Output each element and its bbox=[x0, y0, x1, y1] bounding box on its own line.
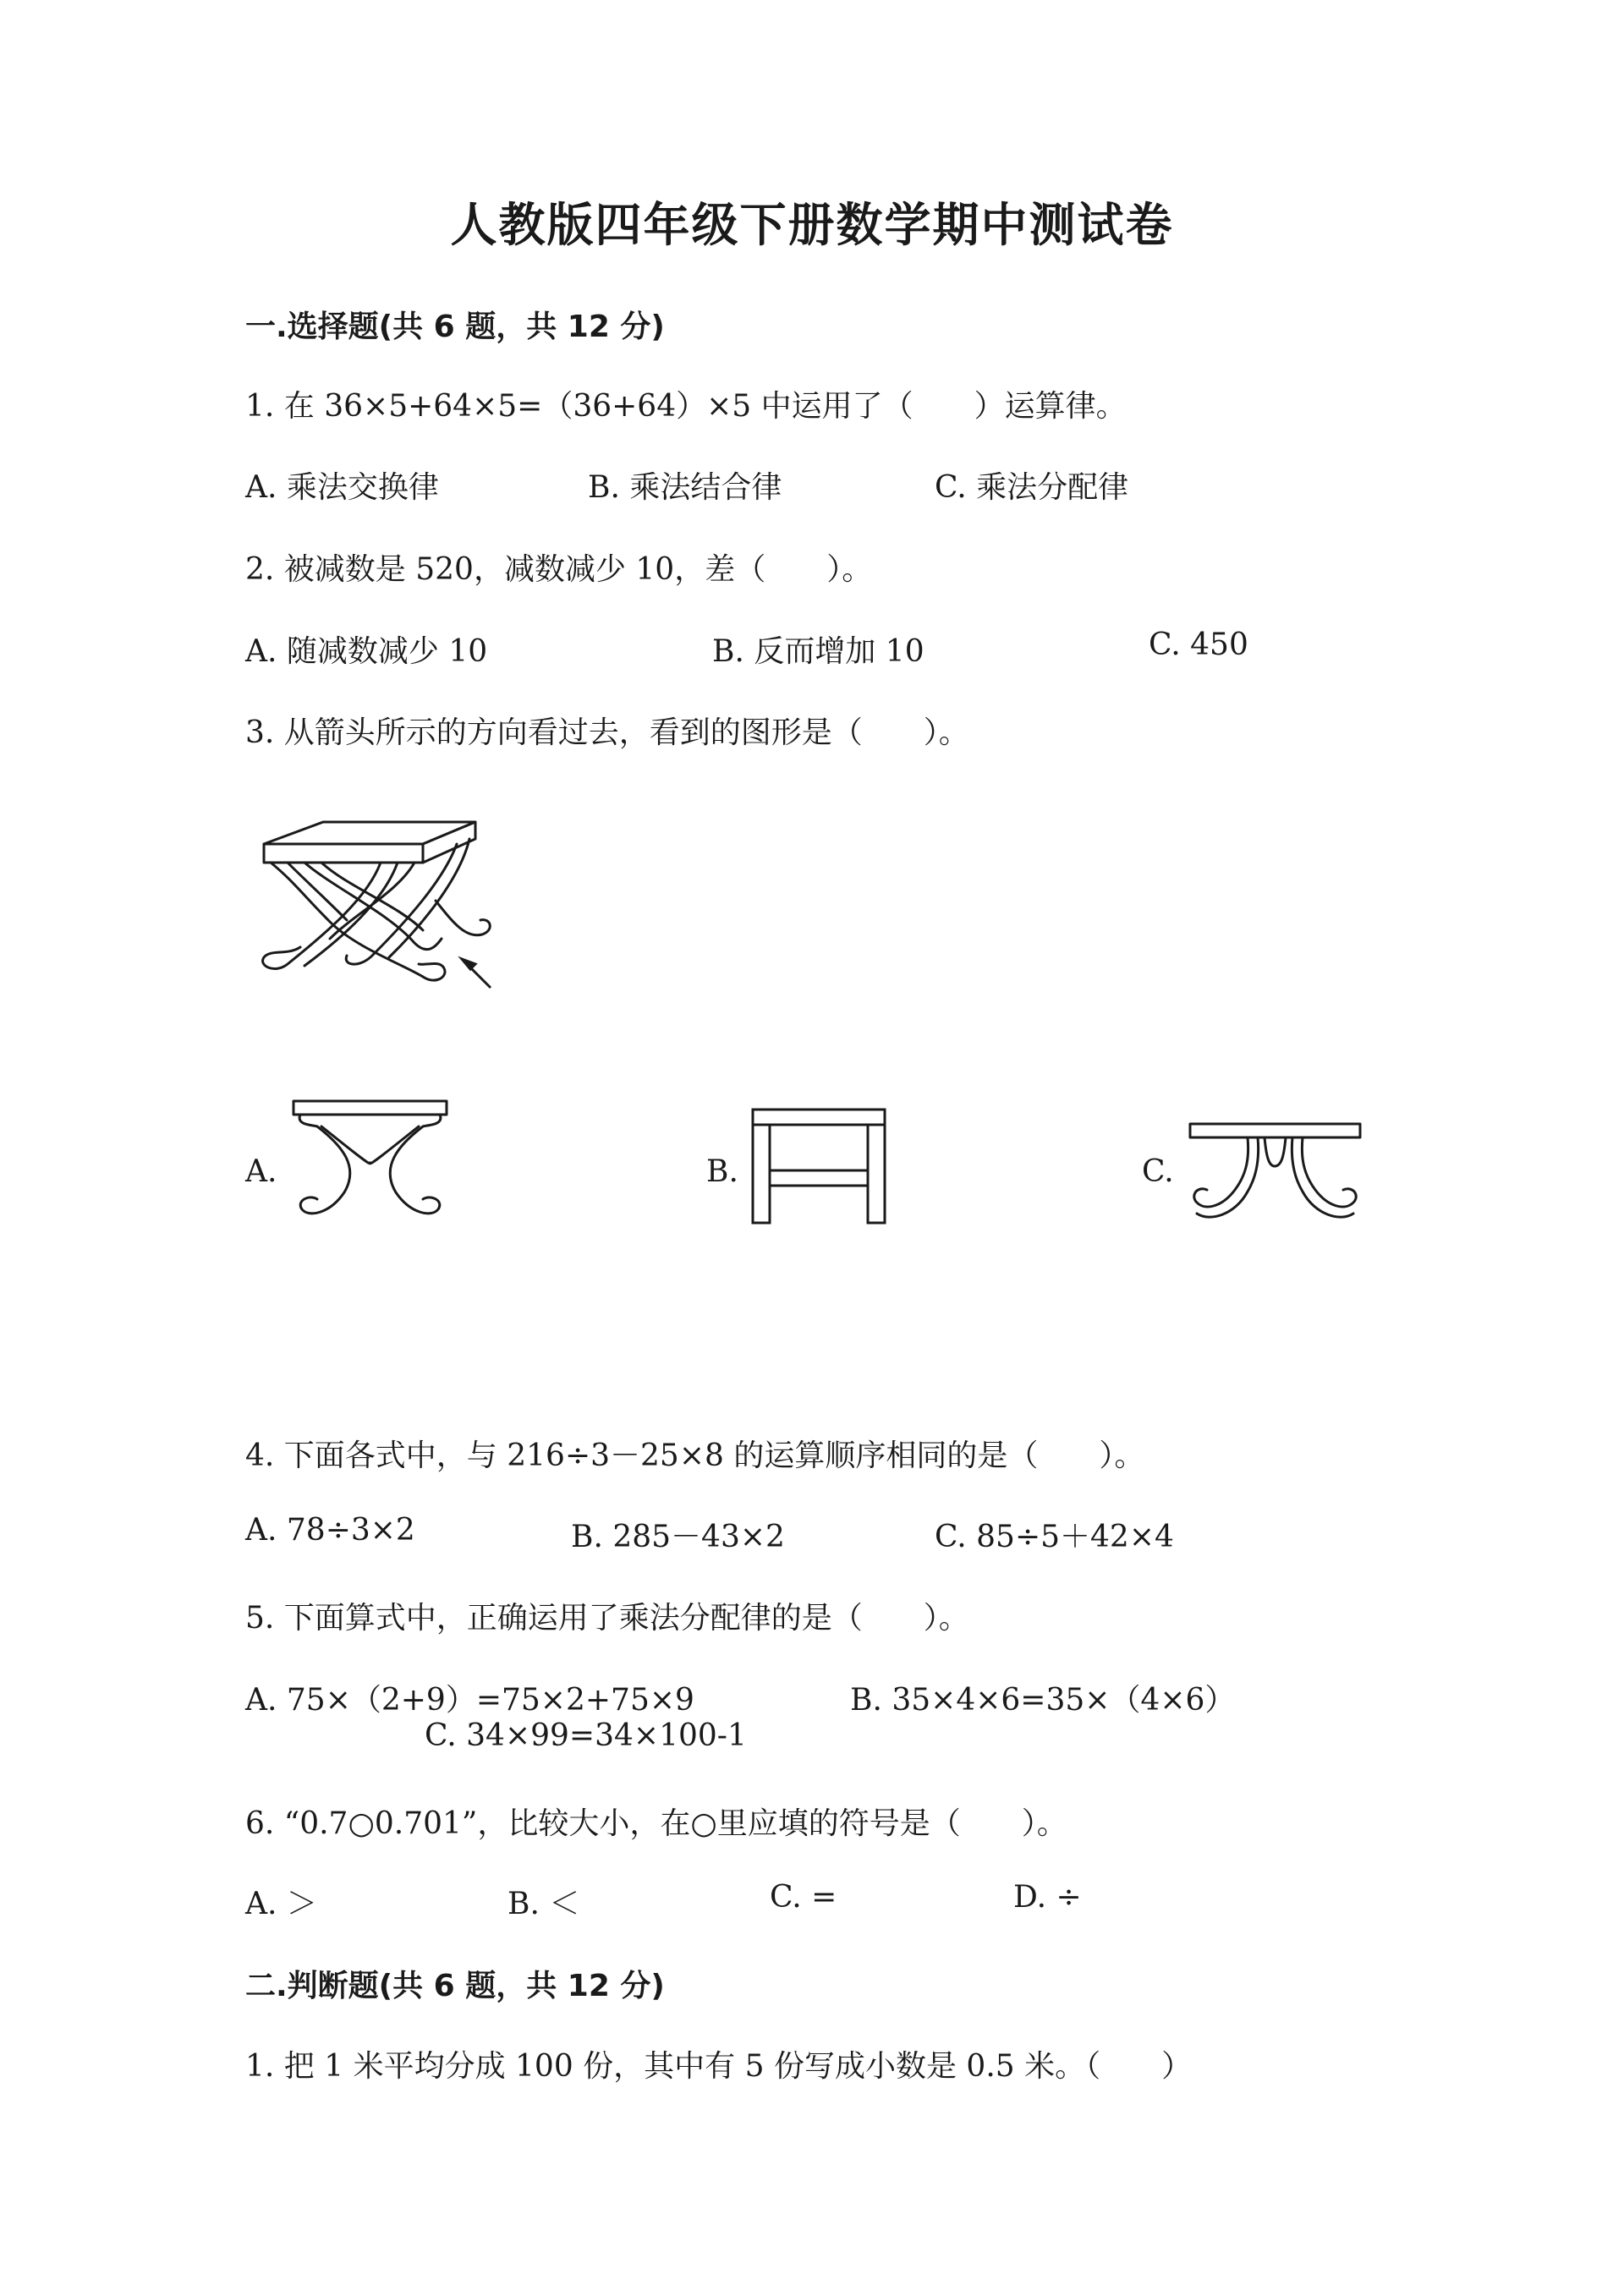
q6-option-c: C. = bbox=[770, 1880, 837, 1915]
section-heading-judgement: 二.判断题(共 6 题，共 12 分) bbox=[245, 1969, 665, 2003]
judgement-1: 1. 把 1 米平均分成 100 份，其中有 5 份写成小数是 0.5 米。（ ） bbox=[245, 2049, 1193, 2084]
section-heading-choice: 一.选择题(共 6 题，共 12 分) bbox=[245, 310, 665, 344]
question-2: 2. 被减数是 520，减数减少 10，差（ ）。 bbox=[245, 552, 873, 587]
q3-option-c-figure bbox=[1188, 1122, 1362, 1228]
question-3: 3. 从箭头所示的方向看过去，看到的图形是（ ）。 bbox=[245, 715, 969, 750]
q3-option-a-figure bbox=[292, 1099, 448, 1226]
q4-option-a: A. 78÷3×2 bbox=[245, 1513, 415, 1548]
q2-option-b: B. 反而增加 10 bbox=[712, 634, 924, 669]
stool-perspective-figure bbox=[254, 820, 499, 998]
question-6: 6. “0.7○0.701”，比较大小，在○里应填的符号是（ ）。 bbox=[245, 1806, 1067, 1841]
q1-option-b: B. 乘法结合律 bbox=[588, 470, 782, 505]
q2-option-a: A. 随减数减少 10 bbox=[245, 634, 488, 669]
question-5: 5. 下面算式中，正确运用了乘法分配律的是（ ）。 bbox=[245, 1601, 969, 1636]
q6-option-a: A. ＞ bbox=[245, 1887, 317, 1921]
page-title: 人教版四年级下册数学期中测试卷 bbox=[450, 197, 1174, 252]
q4-option-b: B. 285－43×2 bbox=[571, 1520, 785, 1554]
q3-option-b-figure bbox=[751, 1108, 886, 1226]
q3-option-b-label: B. bbox=[706, 1154, 738, 1189]
q2-option-c: C. 450 bbox=[1149, 627, 1248, 662]
question-4: 4. 下面各式中，与 216÷3－25×8 的运算顺序相同的是（ ）。 bbox=[245, 1438, 1145, 1473]
q5-option-b: B. 35×4×6=35×（4×6） bbox=[850, 1683, 1236, 1718]
q6-option-b: B. ＜ bbox=[508, 1887, 580, 1921]
q1-option-c: C. 乘法分配律 bbox=[935, 470, 1129, 505]
question-1: 1. 在 36×5+64×5=（36+64）×5 中运用了（ ）运算律。 bbox=[245, 389, 1127, 424]
q6-option-d: D. ÷ bbox=[1013, 1880, 1082, 1915]
q3-option-c-label: C. bbox=[1142, 1154, 1174, 1189]
q5-option-a: A. 75×（2+9）=75×2+75×9 bbox=[245, 1683, 694, 1718]
q1-option-a: A. 乘法交换律 bbox=[245, 470, 439, 505]
q4-option-c: C. 85÷5＋42×4 bbox=[935, 1520, 1174, 1554]
q3-option-a-label: A. bbox=[245, 1154, 277, 1189]
q5-option-c: C. 34×99=34×100-1 bbox=[425, 1718, 747, 1753]
